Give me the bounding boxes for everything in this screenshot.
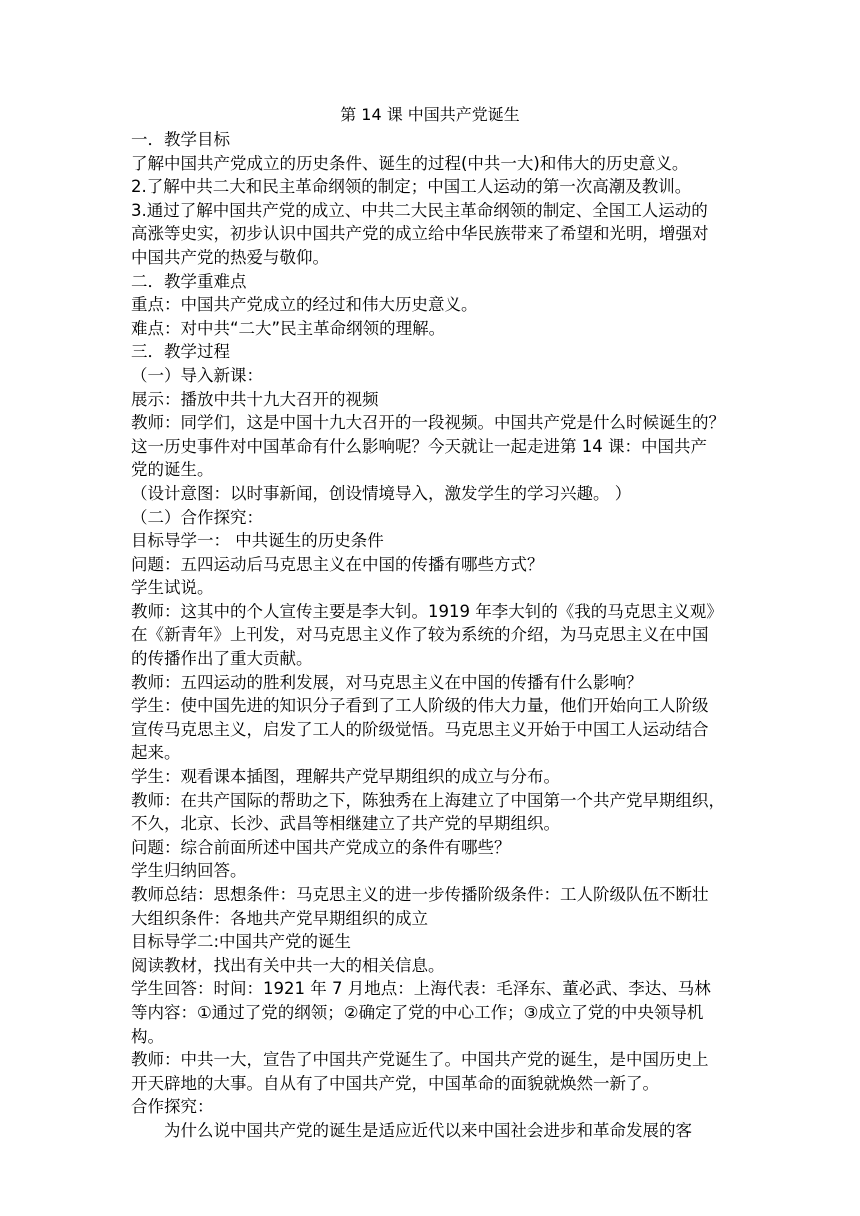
paragraph-line: （设计意图：以时事新闻，创设情境导入，激发学生的学习兴趣。 ） xyxy=(131,483,632,503)
paragraph-line: 教师：五四运动的胜利发展，对马克思主义在中国的传播有什么影响？ xyxy=(131,672,643,692)
section-heading-key-points: 二．教学重难点 xyxy=(131,271,247,291)
paragraph-line: 教师：这其中的个人宣传主要是李大钊。1919 年李大钊的《我的马克思主义观》 xyxy=(131,601,723,621)
section-heading-objectives: 一．教学目标 xyxy=(131,130,230,149)
paragraph-line: 问题：综合前面所述中国共产党成立的条件有哪些？ xyxy=(131,837,511,857)
paragraph-line: 合作探究： xyxy=(131,1097,214,1117)
paragraph-line: 起来。 xyxy=(131,743,181,763)
paragraph-line: 在《新青年》上刊发，对马克思主义作了较为系统的介绍，为马克思主义在中国 xyxy=(131,625,709,645)
paragraph-line: 阅读教材，找出有关中共一大的相关信息。 xyxy=(131,955,445,975)
paragraph-line: 构。 xyxy=(131,1026,164,1046)
paragraph-line: 3.通过了解中国共产党的成立、中共二大民主革命纲领的制定、全国工人运动的 xyxy=(131,200,708,220)
paragraph-line: 目标导学二:中国共产党的诞生 xyxy=(131,932,352,952)
paragraph-line: 学生试说。 xyxy=(131,578,214,598)
paragraph-line: 学生：使中国先进的知识分子看到了工人阶级的伟大力量，他们开始向工人阶级 xyxy=(131,696,709,716)
paragraph-line: 目标导学一： 中共诞生的历史条件 xyxy=(131,531,384,551)
paragraph-line: 宣传马克思主义，启发了工人的阶级觉悟。马克思主义开始于中国工人运动结合 xyxy=(131,719,709,739)
subsection-heading: （一）导入新课： xyxy=(131,365,263,385)
paragraph-line: 开天辟地的大事。自从有了中国共产党，中国革命的面貌就焕然一新了。 xyxy=(131,1073,659,1093)
paragraph-line: 教师总结：思想条件：马克思主义的进一步传播阶级条件：工人阶级队伍不断壮 xyxy=(131,885,709,904)
paragraph-line: 不久，北京、长沙、武昌等相继建立了共产党的早期组织。 xyxy=(131,814,560,834)
paragraph-line-indented: 为什么说中国共产党的诞生是适应近代以来中国社会进步和革命发展的客 xyxy=(164,1120,692,1140)
paragraph-line: 中国共产党的热爱与敬仰。 xyxy=(131,247,329,267)
paragraph-line: 学生回答：时间：1921 年 7 月地点：上海代表：毛泽东、董必武、李达、马林 xyxy=(131,979,711,999)
paragraph-line: 高涨等史实，初步认识中国共产党的成立给中华民族带来了希望和光明，增强对 xyxy=(131,224,709,244)
paragraph-line: 这一历史事件对中国革命有什么影响呢？今天就让一起走进第 14 课：中国共产 xyxy=(131,436,707,456)
paragraph-line: 党的诞生。 xyxy=(131,460,214,480)
paragraph-line: 了解中国共产党成立的历史条件、诞生的过程(中共一大)和伟大的历史意义。 xyxy=(131,153,689,173)
paragraph-line: 等内容：①通过了党的纲领；②确定了党的中心工作；③成立了党的中央领导机 xyxy=(131,1002,704,1022)
paragraph-line: 学生：观看课本插图，理解共产党早期组织的成立与分布。 xyxy=(131,767,560,787)
paragraph-line: 难点：对中共“二大”民主革命纲领的理解。 xyxy=(131,318,446,338)
paragraph-line: 的传播作出了重大贡献。 xyxy=(131,649,313,669)
paragraph-line: 教师：同学们，这是中国十九大召开的一段视频。中国共产党是什么时候诞生的？ xyxy=(131,413,725,433)
paragraph-line: 教师：中共一大，宣告了中国共产党诞生了。中国共产党的诞生，是中国历史上 xyxy=(131,1050,709,1070)
subsection-heading: （二）合作探究： xyxy=(131,507,263,527)
paragraph-line: 2.了解中共二大和民主革命纲领的制定；中国工人运动的第一次高潮及教训。 xyxy=(131,177,692,197)
section-heading-process: 三．教学过程 xyxy=(131,342,230,362)
document-body xyxy=(131,128,737,1143)
paragraph-line: 问题：五四运动后马克思主义在中国的传播有哪些方式？ xyxy=(131,554,544,574)
paragraph-line: 展示：播放中共十九大召开的视频 xyxy=(131,389,379,409)
paragraph-line: 教师：在共产国际的帮助之下，陈独秀在上海建立了中国第一个共产党早期组织， xyxy=(131,790,725,810)
document-title: 第 14 课 中国共产党诞生 xyxy=(340,105,520,124)
paragraph-line: 重点：中国共产党成立的经过和伟大历史意义。 xyxy=(131,295,478,315)
paragraph-line: 大组织条件：各地共产党早期组织的成立 xyxy=(131,908,428,928)
paragraph-line: 学生归纳回答。 xyxy=(131,861,247,881)
